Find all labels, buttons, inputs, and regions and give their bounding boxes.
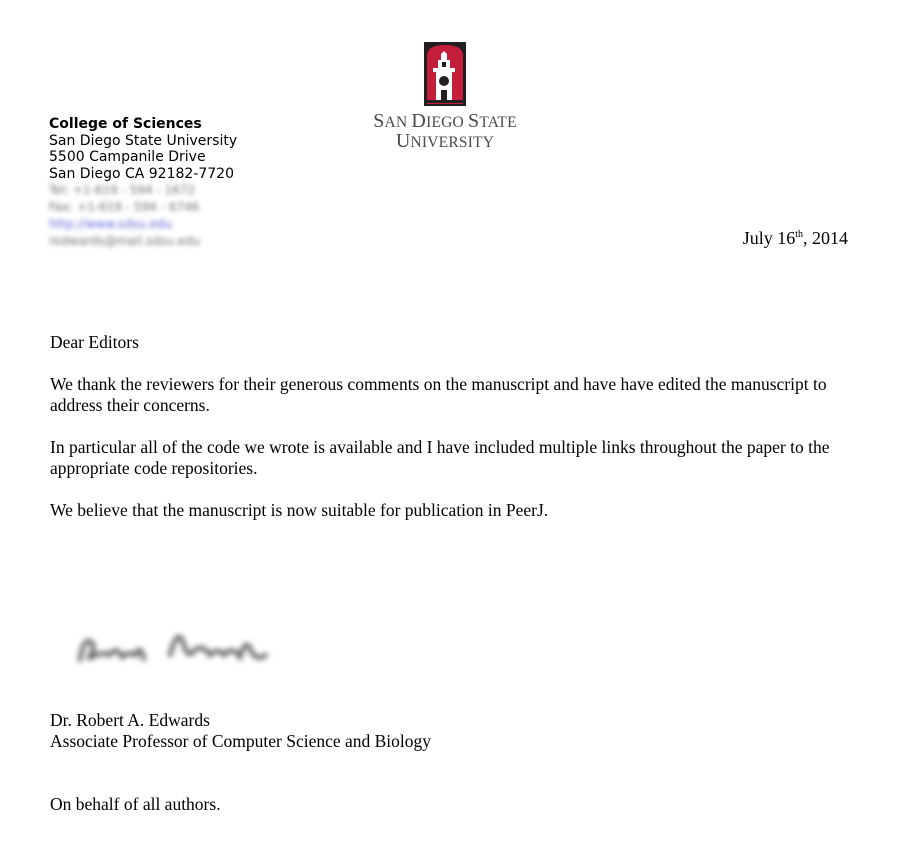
email-address: redwards@mail.sdsu.edu (49, 234, 201, 248)
logo-line-1: SAN DIEGO STATE (373, 110, 517, 132)
logo-line-2: UNIVERSITY (395, 130, 495, 152)
salutation: Dear Editors (50, 332, 139, 352)
website-link[interactable]: http://www.sdsu.edu (49, 217, 173, 231)
city-address: San Diego CA 92182-7720 (49, 165, 234, 182)
letter-date: July 16th, 2014 (742, 228, 848, 248)
college-name: College of Sciences (49, 116, 202, 132)
paragraph-1: We thank the reviewers for their generous comments on the manuscript and have have edited the manuscript to address their concerns. (50, 374, 827, 415)
fax: Fax: +1-619 - 594 - 6746 (49, 200, 200, 214)
signature-image (70, 615, 280, 685)
telephone: Tel: +1-619 - 594 - 1672 (49, 183, 196, 197)
signer-name: Dr. Robert A. Edwards (50, 710, 210, 730)
letterhead-address (49, 116, 237, 250)
university-name: San Diego State University (49, 132, 238, 149)
paragraph-2: In particular all of the code we wrote is available and I have included multiple links throughout the paper to the appropriate code repositories. (50, 437, 830, 478)
paragraph-3: We believe that the manuscript is now suitable for publication in PeerJ. (50, 500, 549, 520)
signer-title: Associate Professor of Computer Science and Biology (50, 731, 432, 751)
street-address: 5500 Campanile Drive (49, 149, 206, 165)
closing-line: On behalf of all authors. (50, 794, 221, 814)
sdsu-logo-wordmark (360, 112, 530, 152)
sdsu-logo-icon (424, 42, 466, 106)
